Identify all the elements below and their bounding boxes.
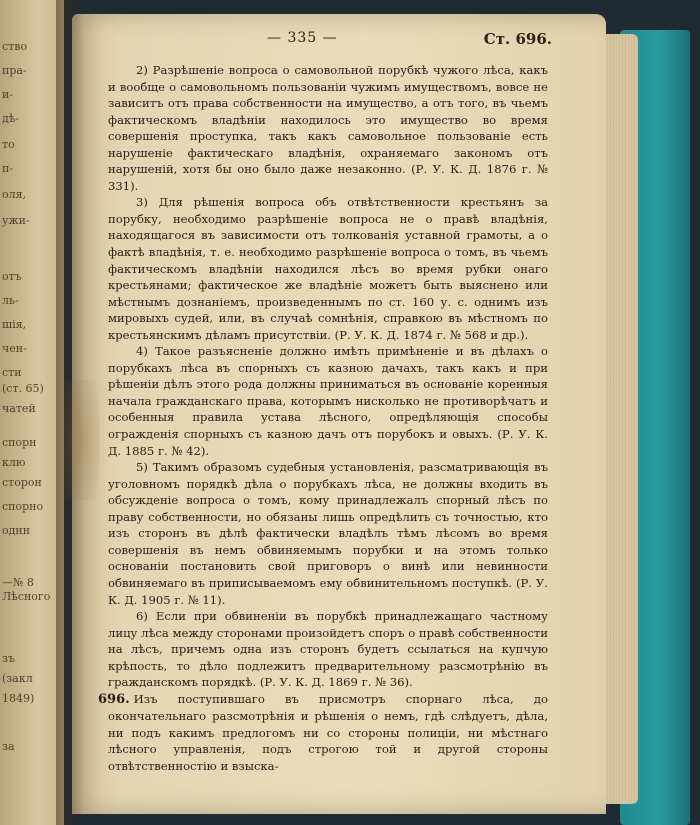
left-page-fragment: сторон [2, 476, 42, 489]
paper-stain [60, 380, 100, 500]
left-page-fragment: клю [2, 456, 26, 469]
left-page-fragment: пра- [2, 64, 27, 77]
left-page-fragment: (закл [2, 672, 33, 685]
left-page-fragment: зъ [2, 652, 15, 665]
left-page-fragment: ужи- [2, 214, 30, 227]
left-page-fragment: отъ [2, 270, 22, 283]
left-page-fragment: за [2, 740, 15, 753]
left-page-fragment: п- [2, 162, 14, 175]
left-page-fragment: дѣ- [2, 112, 20, 125]
left-page-fragment: Лѣсного [2, 590, 51, 603]
article-text: Изъ поступившаго въ присмотръ спорнаго лѣса, до окончательнаго разсмотрѣнія и рѣшенія о немъ, гдѣ слѣдуетъ, дѣла, ни подъ какимъ предлогомъ ни со стороны полиціи, ни мѣстнаго лѣсного управленія, подъ строгою той и другой стороны отвѣтственностію и взыска- [108, 691, 548, 773]
left-page-fragment: ство [2, 40, 28, 53]
left-page [0, 0, 64, 825]
left-page-fragment: однн [2, 524, 31, 537]
left-page-fragment: шія, [2, 318, 27, 331]
left-page-fragment: сти [2, 366, 22, 379]
paragraph: 5) Такимъ образомъ судебныя установленія, разсматривающія въ уголовномъ порядкѣ дѣла о порубкахъ лѣса, не должны входить въ обсужденіе вопроса о томъ, кому принадлежалъ спорный лѣсъ по праву собственности, но обязаны лишь опредѣлить съ точностью, кто изъ сторонъ въ дѣлѣ фактически владѣлъ тѣмъ лѣсомъ во время совершенія въ немъ обвиняемымъ порубки и на этомъ только основаніи постановить свой приговоръ о винѣ или невинности обвиняемаго въ приписываемомъ ему обвинительномъ поступкѣ. (Р. У. К. Д. 1905 г. № 11). [108, 460, 548, 607]
left-page-fragment: то [2, 138, 15, 151]
left-page-fragment: и- [2, 88, 14, 101]
page-header [82, 30, 552, 50]
page-number: — 335 — [267, 30, 338, 46]
left-page-fragment: (ст. 65) [2, 382, 44, 395]
page-text [98, 62, 548, 775]
article-marker: 696. [98, 691, 130, 707]
left-page-fragment: оля, [2, 188, 27, 201]
paragraph: 6) Если при обвиненіи въ порубкѣ принадлежащаго частному лицу лѣса между сторонами произойдетъ споръ о правѣ собственности на лѣсъ, причемъ одна изъ сторонъ будетъ ссылаться на купчую крѣпость, то дѣло подлежитъ предварительному разсмотрѣнію въ гражданскомъ порядкѣ. (Р. У. К. Д. 1869 г. № 36). [108, 609, 548, 690]
paragraph: 3) Для рѣшенія вопроса объ отвѣтственности крестьянъ за порубку, необходимо разрѣшеніе вопроса не о правѣ владѣнія, находящагося въ зависимости отъ толкованія уставной грамоты, а о фактѣ владѣнія, т. е. необходимо разрѣшеніе вопроса о томъ, въ чьемъ фактическомъ владѣніи находился лѣсъ во время рубки онаго крестьянами; фактическое же владѣніе можетъ быть выяснено или мѣстнымъ дознаніемъ, произведеннымъ по ст. 160 у. с. однимъ изъ мировыхъ судей, или, въ случаѣ сомнѣнія, справкою въ мѣстномъ по крестьянскимъ дѣламъ присутствіи. (Р. У. К. Д. 1874 г. № 568 и др.). [108, 195, 548, 342]
paragraph: 4) Такое разъясненіе должно имѣть примѣненіе и въ дѣлахъ о порубкахъ лѣса въ спорныхъ съ казною дачахъ, такъ какъ и при рѣшеніи дѣлъ этого рода должны приниматься въ основаніе коренныя начала гражданскаго права, которымъ нисколько не противорѣчатъ и особенныя правила устава лѣсного, опредѣляющія способы огражденія спорныхъ съ казною дачъ отъ порубокъ и овыхъ. (Р. У. К. Д. 1885 г. № 42). [108, 344, 548, 458]
left-page-fragment: спорн [2, 436, 37, 449]
left-page-fragment: —№ 8 [2, 576, 34, 589]
left-page-fragment: спорно [2, 500, 44, 513]
left-page-fragment: чатей [2, 402, 36, 415]
left-page-fragment: чен- [2, 342, 27, 355]
left-page-fragment: 1849) [2, 692, 35, 705]
left-page-fragment: ль- [2, 294, 19, 307]
article-paragraph [98, 691, 548, 775]
article-number: Ст. 696. [483, 30, 552, 48]
paragraph: 2) Разрѣшеніе вопроса о самовольной порубкѣ чужого лѣса, какъ и вообще о самовольномъ пользованіи чужимъ имуществомъ, вовсе не зависитъ отъ права собственности на имущество, а отъ того, въ чьемъ фактическомъ владѣніи находилось это имущество во время совершенія проступка, такъ какъ самовольное пользованіе есть нарушеніе фактическаго владѣнія, охраняемаго закономъ отъ нарушеній, хотя бы оно было даже незаконно. (Р. У. К. Д. 1876 г. № 331). [108, 63, 548, 193]
